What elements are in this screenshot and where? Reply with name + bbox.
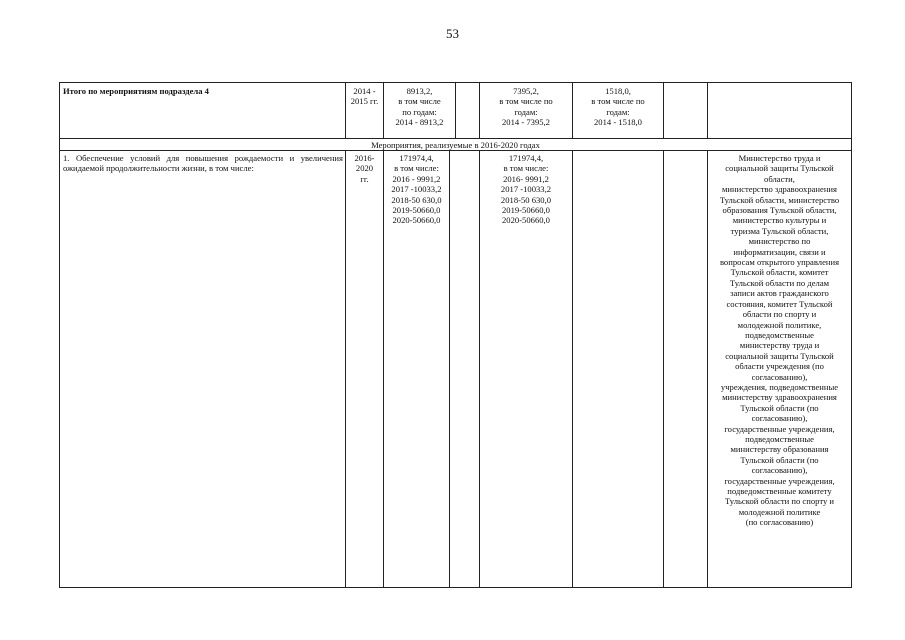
- item-row-total: 171974,4, в том числе: 2016 - 9991,2 2017 -10033,2 2018-50 630,0 2019-50660,0 2020-50660,0: [391, 153, 442, 226]
- responsible-line: Тульской области, комитет: [730, 267, 829, 278]
- item-row-label: 1. Обеспечение условий для повышения рождаемости и увеличения ожидаемой продолжительности жизни, в том числе:: [63, 153, 343, 174]
- responsible-line: государственные учреждения,: [724, 423, 835, 434]
- responsible-line: социальной защиты Тульской: [725, 163, 834, 174]
- responsible-line: социальной защиты Тульской: [725, 350, 834, 361]
- responsible-line: подведомственные комитету: [727, 486, 832, 496]
- responsible-line: министерство здравоохранения: [721, 184, 837, 195]
- responsible-line: информатизации, связи и: [733, 246, 826, 257]
- responsible-line: подведомственные: [745, 329, 814, 340]
- responsible-line: Тульской области, министерство: [719, 194, 840, 205]
- responsible-line: учреждения, подведомственные: [720, 381, 839, 392]
- item-row-period: 2016- 2020 гг.: [354, 153, 375, 184]
- responsible-line: области по спорту и: [742, 309, 817, 320]
- responsible-line: министерство по: [748, 236, 811, 247]
- responsible-line: молодежной политике,: [737, 319, 822, 330]
- responsible-line: записи актов гражданского: [730, 288, 829, 299]
- summary-row-total: 8913,2, в том числе по годам: 2014 - 8913,2: [395, 86, 444, 128]
- responsible-line: молодежной политике: [738, 506, 821, 517]
- responsible-line: (по согласованию): [745, 517, 814, 528]
- page-number: 53: [446, 26, 459, 41]
- responsible-line: министерству труда и: [739, 340, 820, 351]
- responsible-line: вопросам открытого управления: [719, 257, 840, 268]
- summary-row-regional: 7395,2, в том числе по годам: 2014 - 7395,2: [499, 86, 553, 128]
- responsible-line: министерство культуры и: [732, 215, 827, 226]
- summary-row-local: 1518,0, в том числе по годам: 2014 - 1518,0: [591, 86, 645, 128]
- responsible-line: министерству здравоохранения: [722, 392, 837, 403]
- responsible-line: Тульской области (по: [740, 454, 819, 465]
- responsible-line: состояния, комитет Тульской: [726, 298, 833, 309]
- summary-row-period: 2014 - 2015 гг.: [350, 86, 379, 107]
- responsible-line: области,: [764, 173, 795, 184]
- responsible-line: образования Тульской области,: [722, 205, 837, 216]
- responsible-line: согласованию),: [751, 371, 808, 382]
- responsible-line: Тульской области по делам: [729, 277, 830, 288]
- responsible-line: Тульской области по спорту и: [724, 496, 835, 507]
- responsible-line: согласованию),: [751, 413, 808, 424]
- responsible-line: туризма Тульской области,: [730, 225, 829, 236]
- responsible-line: согласованию),: [751, 465, 808, 476]
- summary-row-label: Итого по мероприятиям подраздела 4: [63, 86, 209, 96]
- responsible-line: области учреждения (по: [735, 361, 824, 372]
- responsible-line: министерству образования: [730, 444, 829, 455]
- section-header: Мероприятия, реализуемые в 2016-2020 годах: [371, 140, 540, 150]
- responsible-line: государственные учреждения,: [724, 475, 835, 486]
- item-row-responsible: [708, 153, 851, 528]
- responsible-line: подведомственные: [745, 433, 814, 444]
- responsible-line: Тульской области (по: [740, 402, 819, 413]
- responsible-line: Министерство труда и: [738, 153, 821, 163]
- item-row-regional: 171974,4, в том числе: 2016- 9991,2 2017 -10033,2 2018-50 630,0 2019-50660,0 2020-50660,0: [500, 153, 552, 226]
